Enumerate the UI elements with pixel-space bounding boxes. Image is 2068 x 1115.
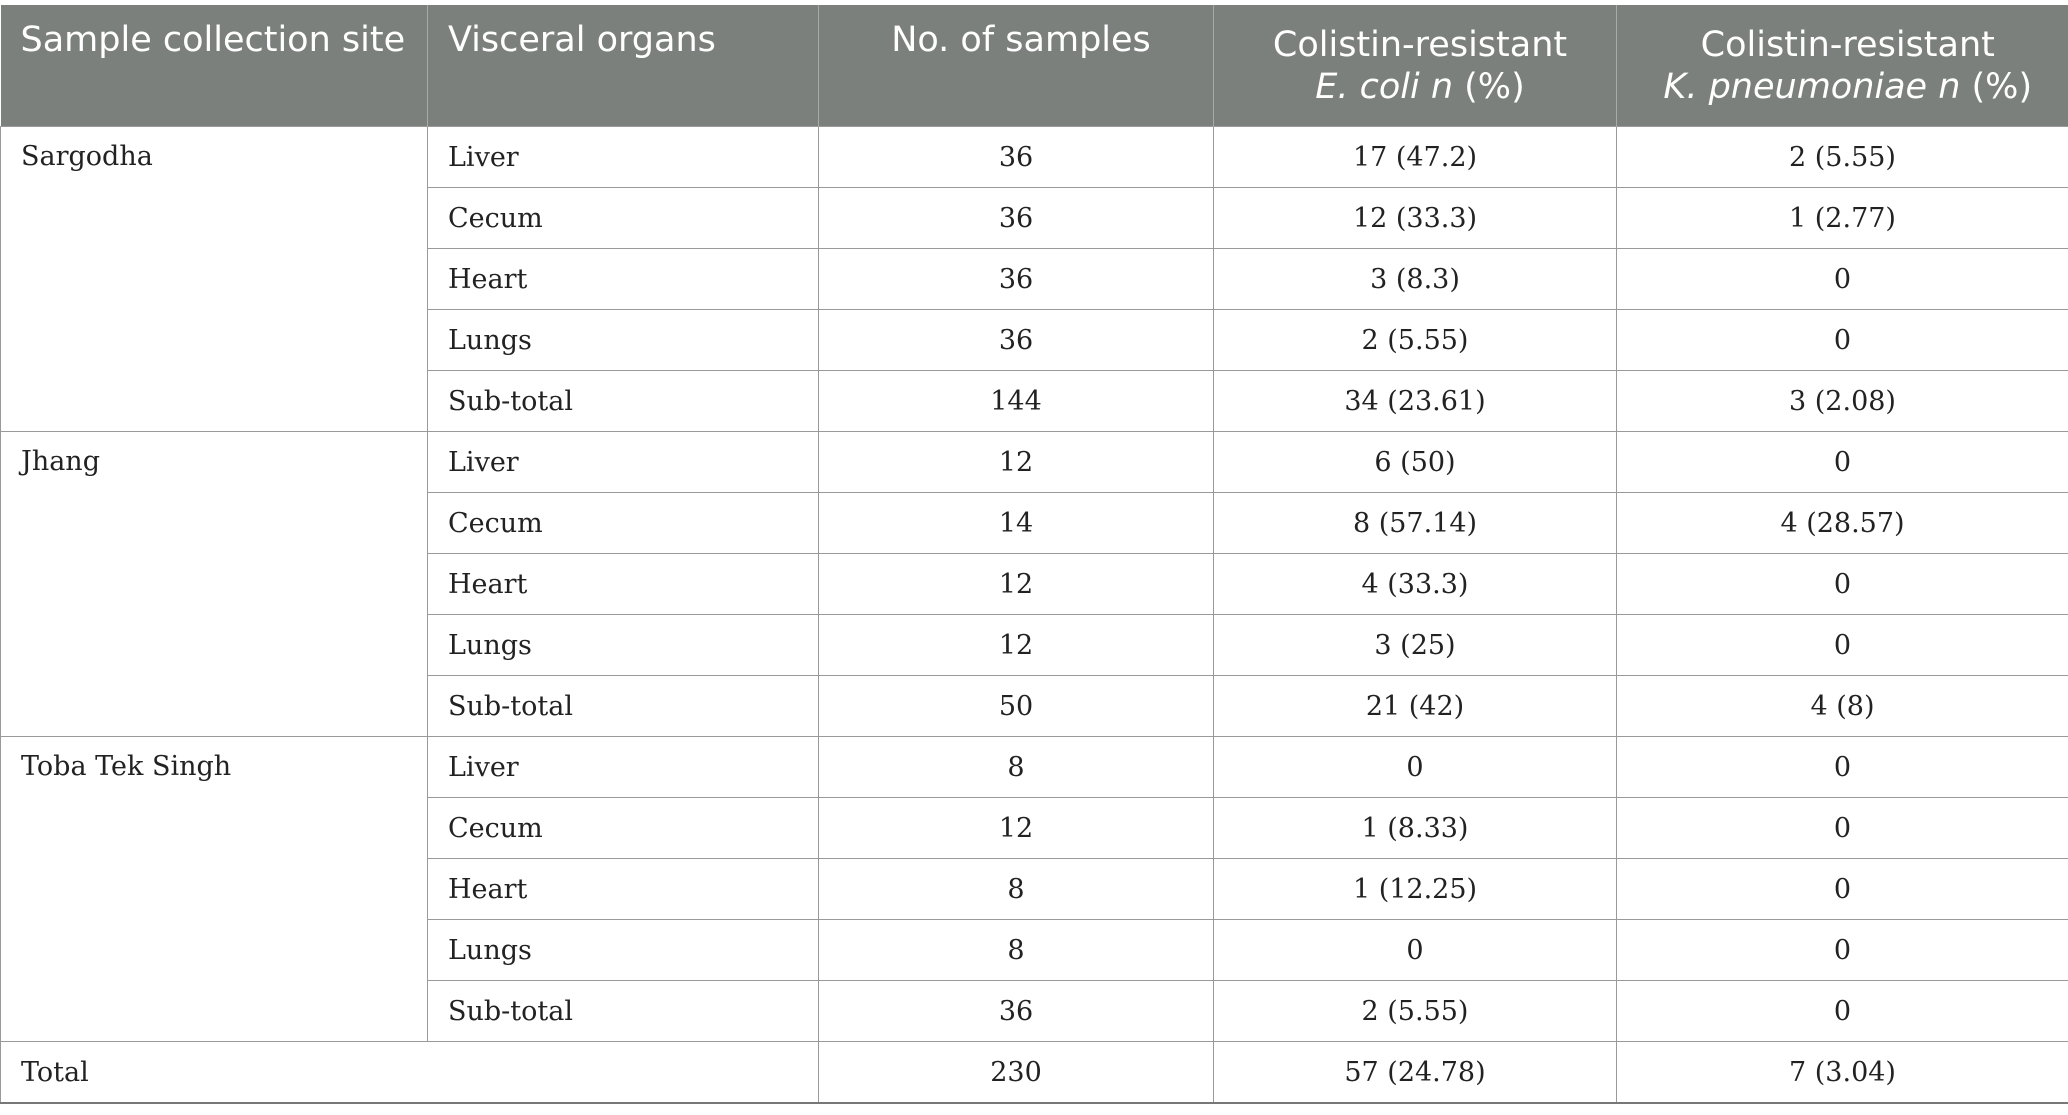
- kpn-cell: 0: [1617, 554, 2068, 615]
- kpn-cell: 0: [1617, 615, 2068, 676]
- organ-cell: Heart: [428, 859, 819, 920]
- kpn-cell: 0: [1617, 310, 2068, 371]
- samples-cell: 36: [819, 981, 1214, 1042]
- ecoli-cell: 0: [1214, 920, 1617, 981]
- samples-cell: 50: [819, 676, 1214, 737]
- ecoli-cell: 2 (5.55): [1214, 981, 1617, 1042]
- samples-cell: 8: [819, 920, 1214, 981]
- organ-cell: Heart: [428, 249, 819, 310]
- organ-cell: Cecum: [428, 493, 819, 554]
- organ-cell: Cecum: [428, 188, 819, 249]
- ecoli-cell: 17 (47.2): [1214, 127, 1617, 188]
- organ-cell: Liver: [428, 432, 819, 493]
- samples-cell: 12: [819, 432, 1214, 493]
- organ-cell: Liver: [428, 127, 819, 188]
- samples-cell: 36: [819, 310, 1214, 371]
- header-samples: No. of samples: [819, 5, 1214, 127]
- ecoli-cell: 12 (33.3): [1214, 188, 1617, 249]
- header-kpn-rest: (%): [1960, 66, 2033, 107]
- header-site: Sample collection site: [1, 5, 428, 127]
- ecoli-cell: 3 (8.3): [1214, 249, 1617, 310]
- samples-cell: 8: [819, 737, 1214, 798]
- samples-cell: 12: [819, 615, 1214, 676]
- kpn-cell: 0: [1617, 432, 2068, 493]
- organ-cell: Heart: [428, 554, 819, 615]
- header-ecoli-rest: (%): [1453, 66, 1525, 107]
- total-kpn: 7 (3.04): [1617, 1042, 2068, 1104]
- header-ecoli-line1: Colistin-resistant: [1272, 24, 1568, 65]
- kpn-cell: 0: [1617, 981, 2068, 1042]
- kpn-cell: 1 (2.77): [1617, 188, 2068, 249]
- header-ecoli: [1214, 5, 1617, 127]
- ecoli-cell: 6 (50): [1214, 432, 1617, 493]
- ecoli-cell: 1 (12.25): [1214, 859, 1617, 920]
- organ-cell: Lungs: [428, 920, 819, 981]
- organ-cell: Sub-total: [428, 676, 819, 737]
- table-row: [1, 432, 2068, 493]
- organ-cell: Liver: [428, 737, 819, 798]
- kpn-cell: 3 (2.08): [1617, 371, 2068, 432]
- header-kpn-italic: K. pneumoniae n: [1663, 66, 1961, 107]
- ecoli-cell: 2 (5.55): [1214, 310, 1617, 371]
- kpn-cell: 0: [1617, 249, 2068, 310]
- samples-cell: 14: [819, 493, 1214, 554]
- table-row: [1, 737, 2068, 798]
- header-kpn-line1: Colistin-resistant: [1700, 24, 1995, 65]
- total-row: [1, 1042, 2068, 1104]
- header-organs: Visceral organs: [428, 5, 819, 127]
- resistance-table: [0, 5, 2068, 1104]
- samples-cell: 8: [819, 859, 1214, 920]
- kpn-cell: 0: [1617, 920, 2068, 981]
- ecoli-cell: 8 (57.14): [1214, 493, 1617, 554]
- total-label: Total: [1, 1042, 819, 1104]
- organ-cell: Sub-total: [428, 981, 819, 1042]
- samples-cell: 36: [819, 249, 1214, 310]
- ecoli-cell: 3 (25): [1214, 615, 1617, 676]
- total-samples: 230: [819, 1042, 1214, 1104]
- site-cell: Jhang: [1, 432, 428, 737]
- samples-cell: 36: [819, 188, 1214, 249]
- header-ecoli-italic: E. coli n: [1315, 66, 1454, 107]
- header-kpneumoniae: [1617, 5, 2068, 127]
- kpn-cell: 0: [1617, 859, 2068, 920]
- kpn-cell: 0: [1617, 737, 2068, 798]
- site-cell: Sargodha: [1, 127, 428, 432]
- kpn-cell: 0: [1617, 798, 2068, 859]
- ecoli-cell: 0: [1214, 737, 1617, 798]
- total-ecoli: 57 (24.78): [1214, 1042, 1617, 1104]
- kpn-cell: 4 (8): [1617, 676, 2068, 737]
- samples-cell: 12: [819, 798, 1214, 859]
- kpn-cell: 2 (5.55): [1617, 127, 2068, 188]
- ecoli-cell: 21 (42): [1214, 676, 1617, 737]
- organ-cell: Lungs: [428, 310, 819, 371]
- table-body: [1, 127, 2068, 1104]
- organ-cell: Sub-total: [428, 371, 819, 432]
- ecoli-cell: 1 (8.33): [1214, 798, 1617, 859]
- ecoli-cell: 4 (33.3): [1214, 554, 1617, 615]
- organ-cell: Lungs: [428, 615, 819, 676]
- site-cell: Toba Tek Singh: [1, 737, 428, 1042]
- table-header: [1, 5, 2068, 127]
- samples-cell: 144: [819, 371, 1214, 432]
- table-row: [1, 127, 2068, 188]
- samples-cell: 36: [819, 127, 1214, 188]
- organ-cell: Cecum: [428, 798, 819, 859]
- kpn-cell: 4 (28.57): [1617, 493, 2068, 554]
- ecoli-cell: 34 (23.61): [1214, 371, 1617, 432]
- samples-cell: 12: [819, 554, 1214, 615]
